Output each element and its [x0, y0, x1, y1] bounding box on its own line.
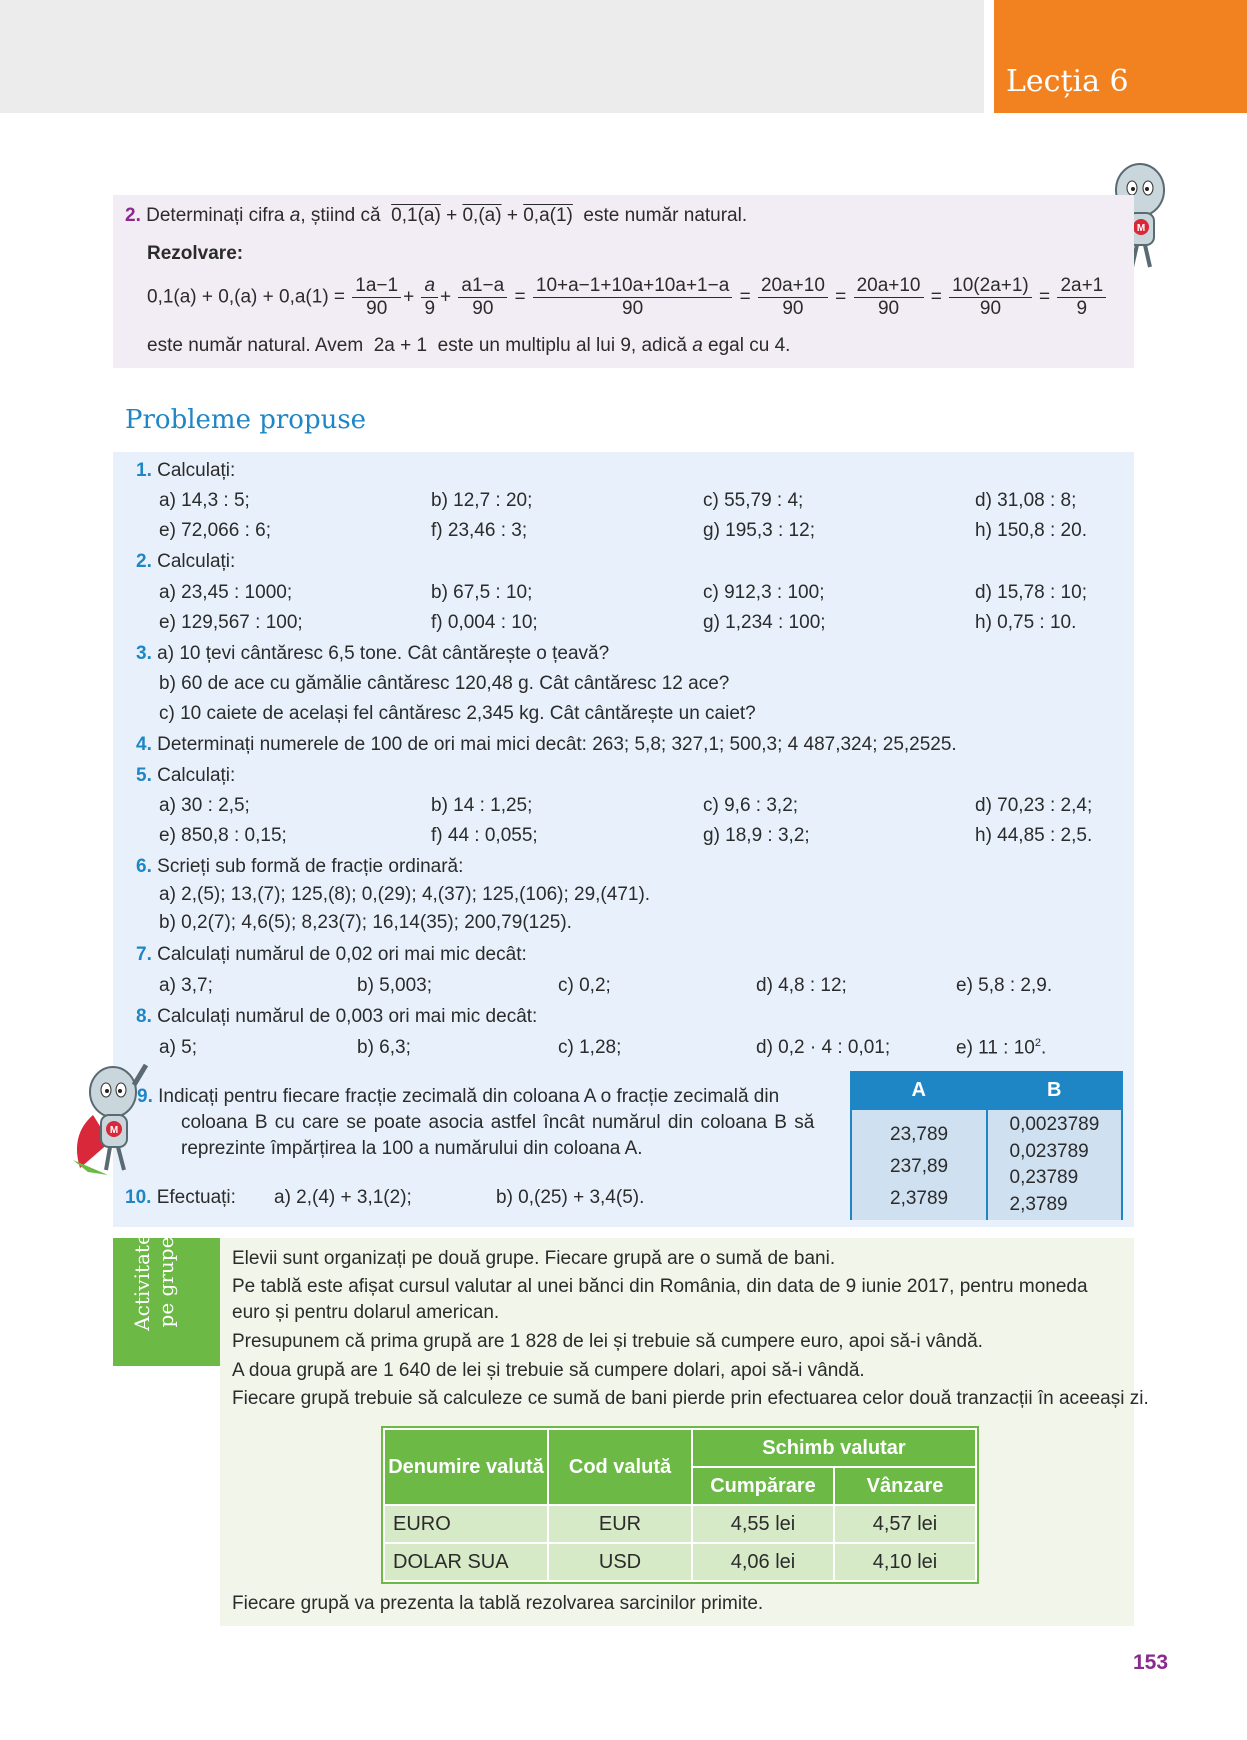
fraction: $\frac{20a+10}{90}$ — [854, 275, 924, 320]
problem-8: 8. Calculați numărul de 0,003 ori mai mic decât: — [136, 1006, 538, 1027]
activity-line: A doua grupă are 1 640 de lei și trebuie să cumpere dolari, apoi să-i vândă. — [232, 1360, 865, 1381]
item: h) 0,75 : 10. — [975, 612, 1077, 633]
fraction: $\frac{a}{9}$ — [421, 275, 438, 320]
item: h) 44,85 : 2,5. — [975, 825, 1093, 846]
header-sell: Vânzare — [834, 1467, 976, 1505]
fraction: $\frac{10+a-1+10a+10a+1-a}{90}$ — [533, 275, 732, 320]
item: reprezinte împărțirea la 100 a numărului din coloana A. — [181, 1138, 643, 1159]
cell-a: 23,789 — [890, 1124, 949, 1145]
problem-10: 10. Efectuați: — [125, 1187, 236, 1208]
activity-line: Pe tablă este afișat cursul valutar al unei bănci din România, din data de 9 iunie 2017, pentru moneda — [232, 1276, 1088, 1297]
fraction: $\frac{2a+1}{9}$ — [1057, 275, 1106, 320]
activity-line: Fiecare grupă trebuie să calculeze ce sumă de bani pierde prin efectuarea celor două tranzacții în aceeași zi. — [232, 1388, 1149, 1409]
mascot-left-icon — [68, 1060, 158, 1180]
item: g) 195,3 : 12; — [703, 520, 815, 541]
item: f) 23,46 : 3; — [431, 520, 528, 541]
column-b-header: B — [987, 1072, 1123, 1109]
activity-tag-label: Activitate pe grupe — [130, 1233, 178, 1331]
activity-line: euro și pentru dolarul american. — [232, 1302, 500, 1323]
fraction: $\frac{10(2a+1)}{90}$ — [949, 275, 1032, 320]
cell-b: 0,23789 — [1009, 1167, 1079, 1188]
item: b) 0,2(7); 4,6(5); 8,23(7); 16,14(35); 200,79(125). — [159, 912, 572, 933]
problem-5: 5. Calculați: — [136, 765, 236, 786]
header-exchange: Schimb valutar — [692, 1429, 976, 1467]
problem-7: 7. Calculați numărul de 0,02 ori mai mic decât: — [136, 944, 527, 965]
item: b) 5,003; — [357, 975, 432, 996]
cell-b: 0,0023789 — [1009, 1114, 1100, 1135]
example-conclusion: este număr natural. Avem 2a + 1 este un multiplu al lui 9, adică a egal cu 4. — [147, 335, 791, 356]
header-bar — [0, 0, 984, 113]
item: c) 0,2; — [558, 975, 611, 996]
item: e) 72,066 : 6; — [159, 520, 271, 541]
item: d) 15,78 : 10; — [975, 582, 1087, 603]
item: c) 1,28; — [558, 1037, 622, 1058]
cell: 4,57 lei — [834, 1505, 976, 1543]
item: e) 5,8 : 2,9. — [956, 975, 1053, 996]
item: f) 0,004 : 10; — [431, 612, 538, 633]
item: b) 14 : 1,25; — [431, 795, 533, 816]
item: d) 0,2 · 4 : 0,01; — [756, 1037, 891, 1058]
item: b) 60 de ace cu gămălie cântăresc 120,48 g. Cât cântăresc 12 ace? — [159, 673, 730, 694]
table-row — [384, 1543, 976, 1581]
currency-table — [383, 1428, 977, 1582]
section-title: Probleme propuse — [125, 405, 367, 435]
item: a) 3,7; — [159, 975, 213, 996]
problem-1: 1. Calculați: — [136, 460, 236, 481]
cell: 4,06 lei — [692, 1543, 834, 1581]
table-row — [384, 1505, 976, 1543]
header-currency-code: Cod valută — [548, 1429, 692, 1505]
item: coloana B cu care se poate asocia astfel încât numărul din coloana B să — [181, 1112, 815, 1133]
activity-footer: Fiecare grupă va prezenta la tablă rezolvarea sarcinilor primite. — [232, 1593, 764, 1614]
problem-4: 4. Determinați numerele de 100 de ori mai mici decât: 263; 5,8; 327,1; 500,3; 4 487,324; 25,2525. — [136, 734, 957, 755]
fraction: $\frac{1a-1}{90}$ — [352, 275, 401, 320]
item: a) 23,45 : 1000; — [159, 582, 293, 603]
activity-line: Elevii sunt organizați pe două grupe. Fiecare grupă are o sumă de bani. — [232, 1248, 836, 1269]
fraction: $\frac{20a+10}{90}$ — [758, 275, 828, 320]
cell-b: 0,023789 — [1009, 1141, 1089, 1162]
example-box — [113, 195, 1134, 368]
item: e) 129,567 : 100; — [159, 612, 303, 633]
cell: DOLAR SUA — [384, 1543, 548, 1581]
example-statement: 2. Determinați cifra a, știind că 0,1(a) + 0,(a) + 0,a(1) este număr natural. — [125, 205, 748, 226]
cell-b: 2,3789 — [1009, 1194, 1068, 1215]
problem-6: 6. Scrieți sub formă de fracție ordinară: — [136, 856, 464, 877]
item: c) 912,3 : 100; — [703, 582, 825, 603]
item: a) 2,(4) + 3,1(2); — [274, 1187, 412, 1208]
item: g) 18,9 : 3,2; — [703, 825, 810, 846]
header-currency-name: Denumire valută — [384, 1429, 548, 1505]
item: c) 55,79 : 4; — [703, 490, 804, 511]
lesson-label: Lecția 6 — [1006, 64, 1129, 99]
svg-text:M: M — [109, 1125, 119, 1136]
problem-3: 3. a) 10 țevi cântăresc 6,5 tone. Cât cântărește o țeavă? — [136, 643, 610, 664]
problem-2: 2. Calculați: — [136, 551, 236, 572]
item: h) 150,8 : 20. — [975, 520, 1087, 541]
item: e) 850,8 : 0,15; — [159, 825, 287, 846]
problem-9: 9. Indicați pentru fiecare fracție zecimală din coloana A o fracție zecimală din — [137, 1086, 780, 1107]
item: b) 67,5 : 10; — [431, 582, 533, 603]
fraction: $\frac{a1-a}{90}$ — [458, 275, 507, 320]
column-b — [987, 1109, 1123, 1220]
item: f) 44 : 0,055; — [431, 825, 538, 846]
cell: 4,10 lei — [834, 1543, 976, 1581]
item: a) 2,(5); 13,(7); 125,(8); 0,(29); 4,(37); 125,(106); 29,(471). — [159, 884, 651, 905]
item: d) 4,8 : 12; — [756, 975, 847, 996]
item: e) 11 : $10^2$. — [956, 1037, 1047, 1059]
cell-a: 2,3789 — [890, 1188, 949, 1209]
item: d) 70,23 : 2,4; — [975, 795, 1093, 816]
cell: 4,55 lei — [692, 1505, 834, 1543]
column-a — [851, 1109, 987, 1220]
item: b) 6,3; — [357, 1037, 411, 1058]
item: c) 10 caiete de același fel cântăresc 2,345 kg. Cât cântărește un caiet? — [159, 703, 756, 724]
cell: USD — [548, 1543, 692, 1581]
item: c) 9,6 : 3,2; — [703, 795, 799, 816]
cell: EUR — [548, 1505, 692, 1543]
item: a) 5; — [159, 1037, 198, 1058]
cell-a: 237,89 — [890, 1156, 949, 1177]
column-a-header: A — [851, 1072, 987, 1109]
ab-table — [850, 1071, 1123, 1220]
example-equation: 0,1(a) + 0,(a) + 0,a(1) = $\frac{1a-1}{90}$ + $\frac{a}{9}$ + $\frac{a1-a}{90}$ = $\frac{10+a-1+10a+10a+1-a}{90}$ = $\frac{20a+10}{90}$ = $\frac{20a+10}{90}$ = $\frac{10(2a+1)}{90}$ = $\frac{2a+1}{9}$ — [147, 275, 1108, 320]
item: a) 30 : 2,5; — [159, 795, 250, 816]
page-number: 153 — [1133, 1651, 1169, 1674]
item: b) 12,7 : 20; — [431, 490, 533, 511]
item: d) 31,08 : 8; — [975, 490, 1077, 511]
item: g) 1,234 : 100; — [703, 612, 826, 633]
header-buy: Cumpărare — [692, 1467, 834, 1505]
svg-text:M: M — [1136, 223, 1146, 234]
activity-line: Presupunem că prima grupă are 1 828 de lei și trebuie să cumpere euro, apoi să-i vândă. — [232, 1331, 983, 1352]
rezolvare-label: Rezolvare: — [147, 243, 244, 264]
cell: EURO — [384, 1505, 548, 1543]
item: b) 0,(25) + 3,4(5). — [496, 1187, 645, 1208]
item: a) 14,3 : 5; — [159, 490, 250, 511]
